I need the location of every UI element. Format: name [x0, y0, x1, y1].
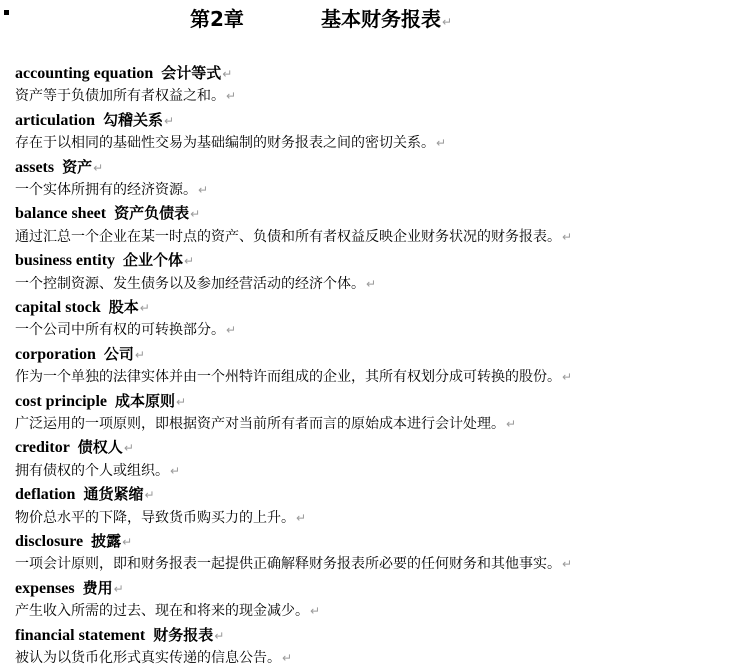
glossary-entry: [15, 530, 750, 577]
paragraph-mark: ↵: [222, 67, 233, 81]
term-definition: [15, 460, 750, 483]
glossary-entry: [15, 249, 750, 296]
term-english: creditor: [15, 439, 70, 457]
definition-text: 一个控制资源、发生债务以及参加经营活动的经济个体。: [15, 275, 365, 292]
definition-text: 广泛运用的一项原则，即根据资产对当前所有者而言的原始成本进行会计处理。: [15, 415, 505, 432]
term-english: disclosure: [15, 532, 84, 550]
term-chinese: 资产负债表: [114, 204, 190, 223]
term-definition: [15, 319, 750, 342]
paragraph-mark: ↵: [190, 207, 201, 222]
paragraph-mark: ↵: [122, 534, 133, 549]
term-chinese: 披露: [91, 531, 122, 550]
paragraph-mark: ↵: [214, 628, 225, 643]
term-english: assets: [15, 158, 55, 176]
term-definition: [15, 273, 750, 296]
paragraph-mark: ↵: [366, 276, 377, 291]
definition-text: 一个公司中所有权的可转换部分。: [15, 322, 225, 339]
paragraph-mark: ↵: [436, 136, 447, 151]
glossary-term: [15, 390, 750, 413]
glossary-term: [15, 624, 750, 647]
paragraph-mark: ↵: [562, 370, 573, 385]
glossary-entry: [15, 624, 750, 670]
paragraph-mark: ↵: [170, 463, 181, 478]
definition-text: 通过汇总一个企业在某一时点的资产、负债和所有者权益反映企业财务状况的财务报表。: [15, 228, 561, 245]
term-chinese: 财务报表: [153, 625, 214, 644]
paragraph-mark: ↵: [296, 510, 307, 525]
term-definition: [15, 226, 750, 249]
term-definition: [15, 507, 750, 530]
glossary-term: [15, 202, 750, 225]
glossary-term: [15, 436, 750, 459]
glossary-entry: [15, 109, 750, 156]
term-chinese: 勾稽关系: [103, 110, 164, 129]
paragraph-mark: ↵: [93, 160, 104, 175]
glossary-term: [15, 62, 750, 85]
term-chinese: 企业个体: [123, 251, 184, 270]
definition-text: 作为一个单独的法律实体并由一个州特许而组成的企业，其所有权划分成可转换的股份。: [15, 369, 561, 386]
term-definition: [15, 647, 750, 670]
definition-text: 拥有债权的个人或组织。: [15, 462, 169, 479]
glossary-list: [15, 62, 750, 670]
term-english: balance sheet: [15, 205, 107, 223]
glossary-entry: [15, 483, 750, 530]
paragraph-mark: ↵: [442, 15, 453, 29]
paragraph-mark: ↵: [226, 89, 237, 104]
paragraph-mark: ↵: [310, 604, 321, 619]
term-english: business entity: [15, 252, 116, 270]
term-chinese: 会计等式: [161, 64, 222, 82]
paragraph-mark: ↵: [562, 557, 573, 572]
term-definition: [15, 366, 750, 389]
paragraph-mark: ↵: [184, 254, 195, 269]
definition-text: 物价总水平的下降，导致货币购买力的上升。: [15, 509, 295, 526]
glossary-term: [15, 296, 750, 319]
definition-text: 产生收入所需的过去、现在和将来的现金减少。: [15, 603, 309, 620]
term-english: capital stock: [15, 298, 101, 316]
chapter-number: 第2章: [190, 7, 244, 31]
term-definition: [15, 85, 750, 108]
term-english: cost principle: [15, 392, 107, 410]
glossary-entry: [15, 156, 750, 203]
term-english: expenses: [15, 579, 75, 597]
term-definition: [15, 553, 750, 576]
term-english: accounting equation: [15, 65, 154, 82]
term-english: articulation: [15, 111, 95, 129]
glossary-term: [15, 249, 750, 272]
glossary-term: [15, 577, 750, 600]
glossary-entry: [15, 577, 750, 624]
glossary-entry: [15, 436, 750, 483]
chapter-title: 基本财务报表: [321, 7, 441, 31]
glossary-entry: [15, 343, 750, 390]
paragraph-mark: ↵: [139, 300, 150, 315]
paragraph-mark: ↵: [176, 394, 187, 409]
glossary-term: [15, 156, 750, 179]
term-chinese: 公司: [103, 344, 134, 363]
paragraph-mark: ↵: [506, 416, 517, 431]
term-definition: [15, 600, 750, 623]
term-definition: [15, 132, 750, 155]
glossary-term: [15, 343, 750, 366]
term-chinese: 成本原则: [115, 391, 176, 410]
definition-text: 一项会计原则，即和财务报表一起提供正确解释财务报表所必要的任何财务和其他事实。: [15, 556, 561, 573]
paragraph-mark: ↵: [123, 441, 134, 456]
term-chinese: 通货紧缩: [83, 485, 144, 504]
paragraph-mark: ↵: [226, 323, 237, 338]
definition-text: 存在于以相同的基础性交易为基础编制的财务报表之间的密切关系。: [15, 135, 435, 152]
glossary-entry: [15, 390, 750, 437]
glossary-term: [15, 530, 750, 553]
term-chinese: 股本: [108, 297, 139, 316]
glossary-term: [15, 109, 750, 132]
paragraph-mark: ↵: [562, 229, 573, 244]
glossary-entry: [15, 296, 750, 343]
term-english: corporation: [15, 345, 96, 363]
glossary-entry: [15, 62, 750, 109]
definition-text: 被认为以货币化形式真实传递的信息公告。: [15, 649, 281, 666]
term-definition: [15, 413, 750, 436]
paragraph-mark: ↵: [113, 581, 124, 596]
paragraph-mark: ↵: [198, 182, 209, 197]
glossary-entry: [15, 202, 750, 249]
term-english: deflation: [15, 486, 76, 504]
term-chinese: 资产: [62, 157, 93, 176]
term-chinese: 费用: [82, 578, 113, 597]
paragraph-mark: ↵: [282, 650, 293, 665]
paragraph-mark: ↵: [164, 113, 175, 128]
definition-text: 资产等于负债加所有者权益之和。: [15, 88, 225, 105]
glossary-term: [15, 483, 750, 506]
term-english: financial statement: [15, 626, 146, 644]
term-definition: [15, 179, 750, 202]
list-bullet: [4, 10, 9, 15]
definition-text: 一个实体所拥有的经济资源。: [15, 181, 197, 198]
chapter-heading: [190, 4, 452, 34]
paragraph-mark: ↵: [144, 488, 155, 503]
paragraph-mark: ↵: [134, 347, 145, 362]
term-chinese: 债权人: [77, 438, 123, 457]
